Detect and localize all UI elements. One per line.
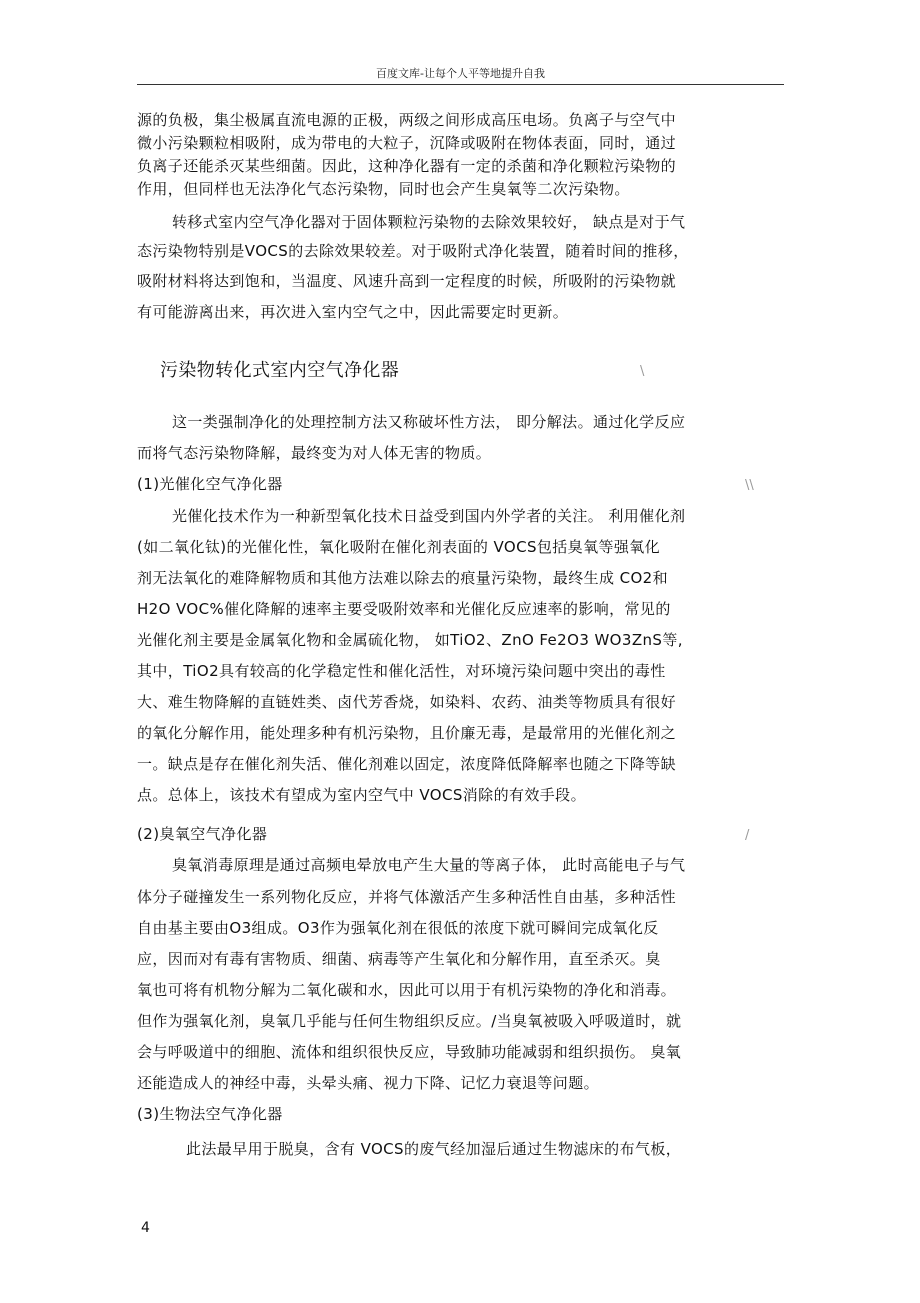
body-line: 而将气态污染物降解，最终变为对人体无害的物质。: [137, 444, 492, 462]
body-line: 但作为强氧化剂，臭氧几乎能与任何生物组织反应。/当臭氧被吸入呼吸道时，就: [137, 1012, 682, 1030]
body-line: 体分子碰撞发生一系列物化反应，并将气体激活产生多种活性自由基，多种活性: [137, 888, 677, 906]
subsection-heading: (2)臭氧空气净化器: [137, 825, 268, 843]
body-line: 还能造成人的神经中毒，头晕头痛、视力下降、记忆力衰退等问题。: [137, 1074, 600, 1092]
body-line: (如二氧化钛)的光催化性，氧化吸附在催化剂表面的 VOCS包括臭氧等强氧化: [137, 538, 661, 556]
body-line: 源的负极，集尘极属直流电源的正极，两级之间形成高压电场。负离子与空气中: [137, 111, 677, 129]
body-line: 光催化技术作为一种新型氧化技术日益受到国内外学者的关注。 利用催化剂: [172, 507, 686, 525]
body-line: 负离子还能杀灭某些细菌。因此，这种净化器有一定的杀菌和净化颗粒污染物的: [137, 157, 677, 175]
stray-mark: /: [745, 828, 750, 843]
page-number: 4: [141, 1220, 150, 1236]
subsection-heading: (1)光催化空气净化器: [137, 475, 283, 493]
stray-mark: \: [640, 364, 645, 379]
stray-mark: \\: [745, 478, 754, 493]
body-line: 的氧化分解作用，能处理多种有机污染物，且价廉无毒，是最常用的光催化剂之: [137, 724, 677, 742]
body-line: 光催化剂主要是金属氧化物和金属硫化物， 如TiO2、ZnO Fe2O3 WO3ZnS等,: [137, 631, 683, 649]
body-line: 作用，但同样也无法净化气态污染物，同时也会产生臭氧等二次污染物。: [137, 180, 630, 198]
body-line: 转移式室内空气净化器对于固体颗粒污染物的去除效果较好， 缺点是对于气: [172, 213, 686, 231]
body-line: 有可能游离出来，再次进入室内空气之中，因此需要定时更新。: [137, 303, 569, 321]
body-line: 大、难生物降解的直链姓类、卤代芳香烧，如染料、农药、油类等物质具有很好: [137, 693, 677, 711]
page-header: 百度文库-让每个人平等地提升自我: [376, 67, 545, 80]
body-line: 微小污染颗粒相吸附，成为带电的大粒子，沉降或吸附在物体表面，同时，通过: [137, 134, 677, 152]
body-line: 氧也可将有机物分解为二氧化碳和水，因此可以用于有机污染物的净化和消毒。: [137, 981, 677, 999]
body-line: 吸附材料将达到饱和，当温度、风速升高到一定程度的时候，所吸附的污染物就: [137, 272, 677, 290]
body-line: 点。总体上，该技术有望成为室内空气中 VOCS消除的有效手段。: [137, 786, 586, 804]
body-line: 自由基主要由O3组成。O3作为强氧化剂在很低的浓度下就可瞬间完成氧化反: [137, 919, 659, 937]
body-line: 剂无法氧化的难降解物质和其他方法难以除去的痕量污染物，最终生成 CO2和: [137, 569, 668, 587]
body-line: 会与呼吸道中的细胞、流体和组织很快反应，导致肺功能减弱和组织损伤。 臭氧: [137, 1043, 682, 1061]
section-heading: 污染物转化式室内空气净化器: [160, 360, 400, 381]
body-line: 态污染物特别是VOCS的去除效果较差。对于吸附式净化装置，随着时间的推移，: [137, 242, 689, 260]
body-line: 一。缺点是存在催化剂失活、催化剂难以固定，浓度降低降解率也随之下降等缺: [137, 755, 677, 773]
body-line: 这一类强制净化的处理控制方法又称破坏性方法， 即分解法。通过化学反应: [172, 413, 686, 431]
body-line: H2O VOC%催化降解的速率主要受吸附效率和光催化反应速率的影响，常见的: [137, 600, 671, 618]
body-line: 应，因而对有毒有害物质、细菌、病毒等产生氧化和分解作用，直至杀灭。臭: [137, 950, 661, 968]
header-rule: [137, 84, 784, 85]
body-line: 其中，TiO2具有较高的化学稳定性和催化活性，对环境污染问题中突出的毒性: [137, 662, 666, 680]
subsection-heading: (3)生物法空气净化器: [137, 1105, 283, 1123]
body-line: 此法最早用于脱臭，含有 VOCS的废气经加湿后通过生物滤床的布气板，: [186, 1140, 682, 1158]
body-line: 臭氧消毒原理是通过高频电晕放电产生大量的等离子体， 此时高能电子与气: [172, 856, 686, 874]
